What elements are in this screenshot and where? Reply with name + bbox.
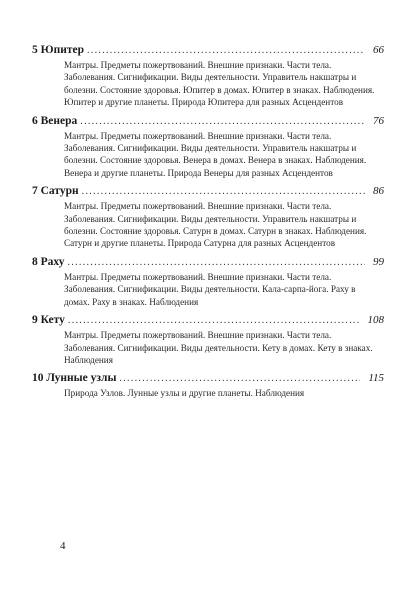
chapter-description: Мантры. Предметы пожертвований. Внешние признаки. Части тела. Заболевания. Сигнификации. Виды деятельности. Кету в домах. Кету в знаках. Наблюдения bbox=[64, 330, 373, 365]
page-number: 4 bbox=[60, 540, 66, 552]
toc-entry-ketu bbox=[32, 313, 384, 366]
chapter-title: 7 Сатурн bbox=[32, 185, 79, 198]
chapter-description: Мантры. Предметы пожертвований. Внешние признаки. Части тела. Заболевания. Сигнификации. Виды деятельности. Управитель накшатры и болезни. Состояние здоровья. Сатурн в домах. Сатурн в знаках. Наблюдения. Сатурн и другие планеты. Природа Сатурна для разных Асцендентов bbox=[64, 201, 367, 249]
chapter-page-number: 115 bbox=[368, 372, 384, 385]
chapter-page-number: 66 bbox=[373, 44, 384, 56]
chapter-page-number: 108 bbox=[367, 314, 384, 327]
chapter-title: 5 Юпитер bbox=[32, 44, 84, 56]
toc-entry-saturn bbox=[32, 184, 384, 250]
chapter-title: 10 Лунные узлы bbox=[32, 372, 117, 385]
toc-entry-heading bbox=[32, 255, 384, 270]
dot-leader bbox=[82, 184, 365, 199]
toc-entry-rahu bbox=[32, 255, 384, 308]
chapter-description: Мантры. Предметы пожертвований. Внешние признаки. Части тела. Заболевания. Сигнификации. Виды деятельности. Управитель накшатры и болезни. Состояние здоровья. Юпитер в домах. Юпитер в знаках. Наблюдения. Юпитер и другие планеты. Природа Юпитера для разных Асцендентов bbox=[64, 60, 375, 108]
dot-leader bbox=[119, 371, 360, 386]
toc-entry-heading bbox=[32, 43, 384, 58]
toc-entry-heading bbox=[32, 184, 384, 199]
chapter-page-number: 99 bbox=[373, 255, 384, 268]
dot-leader bbox=[80, 114, 365, 129]
table-of-contents bbox=[32, 43, 384, 405]
dot-leader bbox=[67, 255, 365, 270]
toc-entry-heading bbox=[32, 114, 384, 129]
chapter-title: 8 Раху bbox=[32, 255, 65, 268]
chapter-title: 6 Венера bbox=[32, 114, 78, 127]
chapter-page-number: 86 bbox=[373, 185, 384, 198]
chapter-page-number: 76 bbox=[373, 114, 384, 127]
toc-entry-venus bbox=[32, 114, 384, 180]
toc-entry-lunar-nodes bbox=[32, 371, 384, 399]
chapter-title: 9 Кету bbox=[32, 314, 65, 327]
dot-leader bbox=[68, 313, 360, 328]
dot-leader bbox=[87, 43, 365, 58]
chapter-description: Мантры. Предметы пожертвований. Внешние признаки. Части тела. Заболевания. Сигнификации. Виды деятельности. Кала-сарпа-йога. Раху в домах. Раху в знаках. Наблюдения bbox=[64, 271, 356, 307]
chapter-description: Мантры. Предметы пожертвований. Внешние признаки. Части тела. Заболевания. Сигнификации. Виды деятельности. Управитель накшатры и болезни. Состояние здоровья. Венера в домах. Венера в знаках. Наблюдения. Венера и другие планеты. Природа Венеры для разных Асцендентов bbox=[64, 130, 367, 178]
toc-entry-heading bbox=[32, 371, 384, 386]
toc-entry-heading bbox=[32, 313, 384, 328]
toc-entry-jupiter bbox=[32, 43, 384, 109]
chapter-description: Природа Узлов. Лунные узлы и другие планеты. Наблюдения bbox=[64, 388, 305, 399]
